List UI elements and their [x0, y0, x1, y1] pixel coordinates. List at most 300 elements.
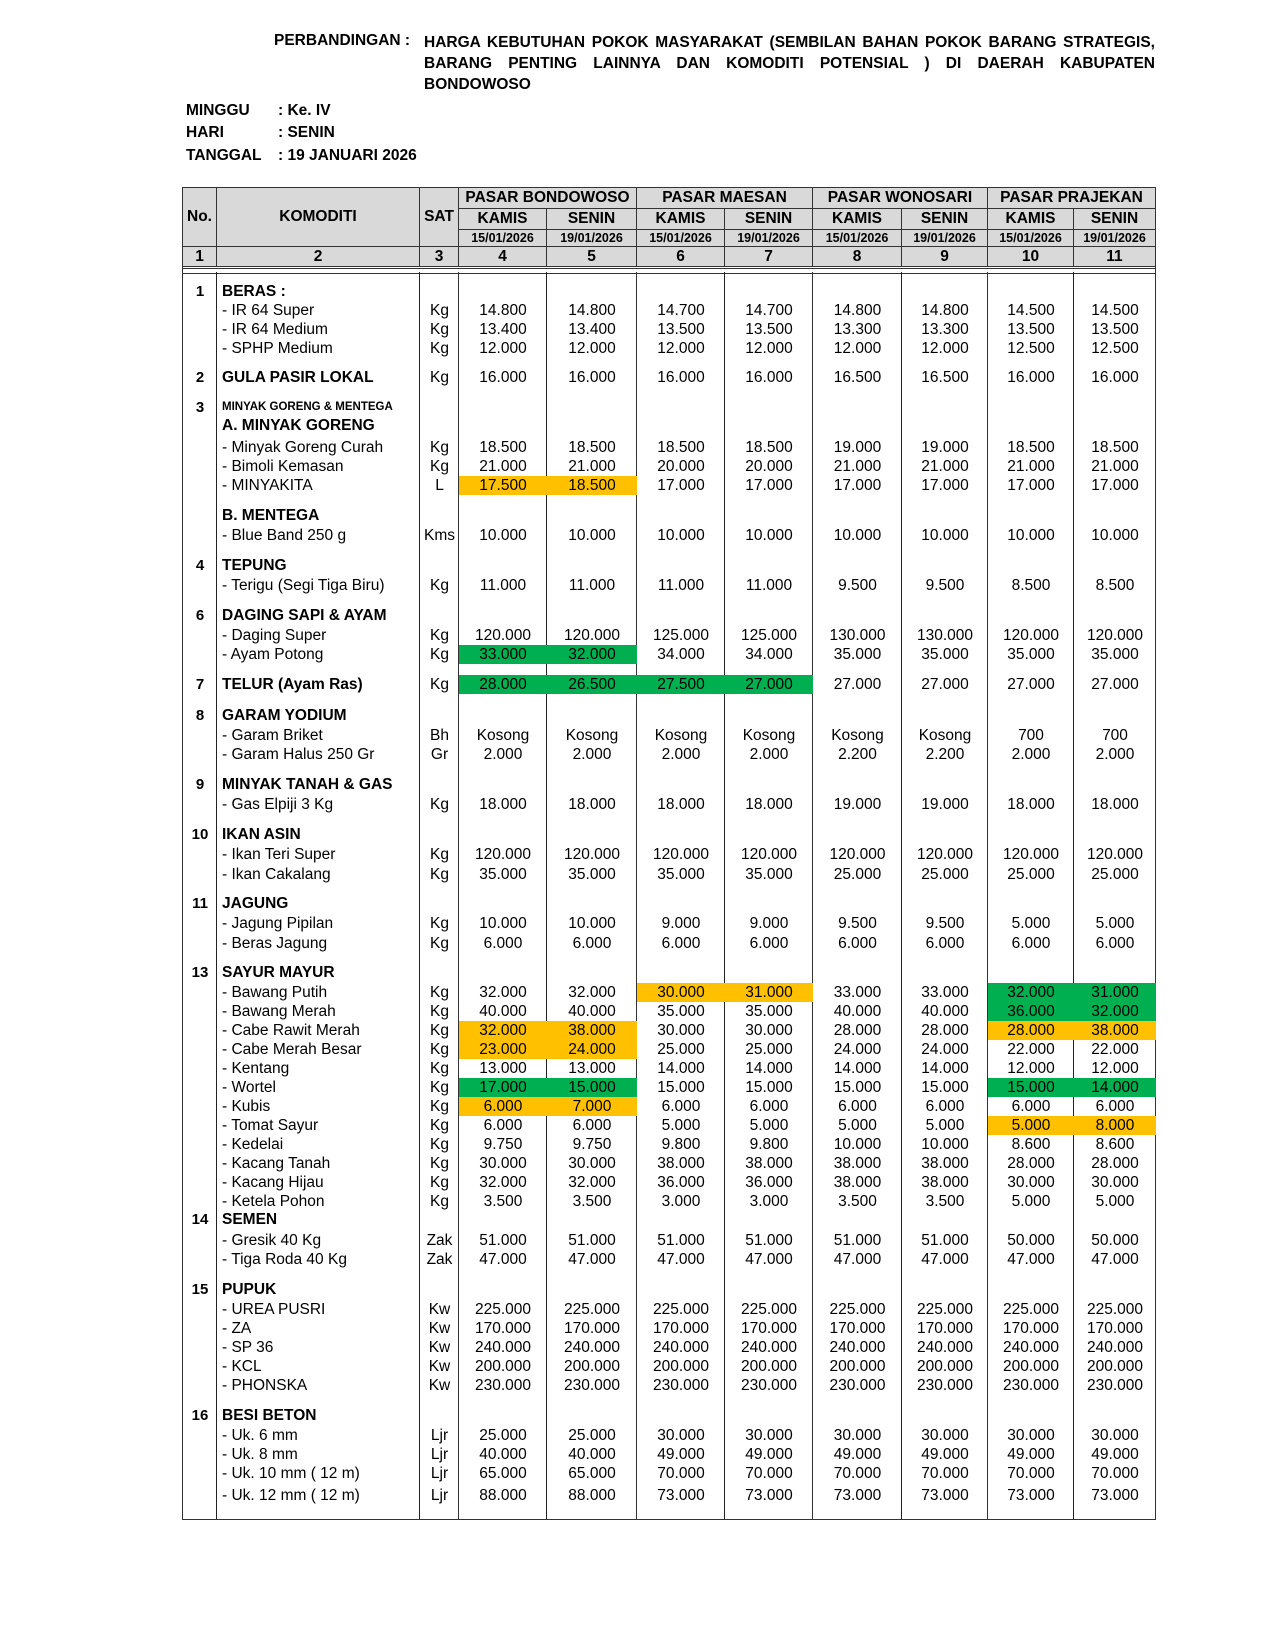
price-cell: 9.500 [925, 577, 965, 594]
price-cell: 18.000 [1091, 796, 1139, 813]
price-cell: 12.000 [657, 340, 705, 357]
table-row [183, 894, 1155, 913]
price-cell: 170.000 [740, 1320, 798, 1337]
meta-minggu-value: : Ke. IV [278, 102, 331, 119]
price-cell: 70.000 [1091, 1465, 1139, 1482]
price-cell: 30.000 [1007, 1174, 1055, 1191]
price-cell: 47.000 [479, 1251, 527, 1268]
price-cell: 12.000 [1007, 1060, 1055, 1077]
price-cell: 23.000 [459, 1040, 547, 1059]
market-header: PASAR MAESAN [637, 188, 813, 209]
price-cell: 32.000 [1074, 1002, 1156, 1021]
price-cell: 120.000 [1002, 627, 1060, 644]
price-cell: 700 [1018, 727, 1044, 744]
price-cell: 38.000 [657, 1155, 705, 1172]
table-row [183, 1445, 1155, 1464]
table-row [183, 645, 1155, 664]
unit: Zak [426, 1232, 453, 1249]
commodity-name: - Bawang Putih [222, 984, 328, 1001]
unit: Kw [428, 1339, 451, 1356]
unit: Kg [430, 846, 449, 863]
col-number: 1 [183, 247, 217, 267]
price-cell: 10.000 [1091, 527, 1139, 544]
price-cell: 3.500 [838, 1193, 877, 1210]
price-cell: 6.000 [1095, 1098, 1135, 1115]
price-cell: 9.000 [661, 915, 701, 932]
price-cell: 200.000 [829, 1358, 886, 1375]
price-cell: 88.000 [568, 1487, 616, 1504]
commodity-name: - Uk. 12 mm ( 12 m) [222, 1487, 360, 1504]
price-cell: 2.000 [661, 746, 701, 763]
table-row [183, 576, 1155, 595]
price-cell: 40.000 [833, 1003, 882, 1020]
date-header: 19/01/2026 [725, 230, 813, 247]
unit: Kg [430, 1060, 449, 1077]
price-cell: 22.000 [1007, 1041, 1055, 1058]
category-name: DAGING SAPI & AYAM [222, 607, 387, 624]
commodity-name: - Ikan Cakalang [222, 866, 331, 883]
unit: Kg [430, 302, 449, 319]
row-number: 14 [191, 1211, 209, 1228]
price-cell: 3.500 [925, 1193, 965, 1210]
price-cell: 125.000 [740, 627, 798, 644]
price-cell: 35.000 [479, 866, 527, 883]
price-cell: 14.800 [833, 302, 882, 319]
price-cell: 17.500 [459, 476, 547, 495]
meta-hari [186, 124, 335, 142]
price-cell: 13.500 [745, 321, 793, 338]
commodity-name: - Kubis [222, 1098, 271, 1115]
price-cell: 30.000 [921, 1427, 969, 1444]
table-row [183, 1376, 1155, 1395]
category-name: MINYAK TANAH & GAS [222, 776, 393, 793]
commodity-name: - Terigu (Segi Tiga Biru) [222, 577, 385, 594]
price-cell: 17.000 [657, 477, 705, 494]
price-cell: 14.500 [1091, 302, 1139, 319]
commodity-name: - Tiga Roda 40 Kg [222, 1251, 347, 1268]
price-cell: 51.000 [568, 1232, 616, 1249]
commodity-name: - Gas Elpiji 3 Kg [222, 796, 334, 813]
row-number: 9 [195, 776, 205, 793]
unit: Gr [430, 746, 449, 763]
price-cell: 17.000 [745, 477, 793, 494]
price-cell: 49.000 [1007, 1446, 1055, 1463]
price-cell: 230.000 [1002, 1377, 1060, 1394]
table-row [183, 526, 1155, 545]
price-cell: 6.000 [483, 1117, 523, 1134]
price-cell: 3.000 [749, 1193, 789, 1210]
price-cell: 18.500 [745, 439, 793, 456]
price-cell: 73.000 [1091, 1487, 1139, 1504]
date-header: 19/01/2026 [547, 230, 637, 247]
unit: Kg [430, 646, 449, 663]
price-cell: 32.000 [547, 645, 637, 664]
price-cell: 18.500 [657, 439, 705, 456]
date-header: 19/01/2026 [1074, 230, 1156, 247]
table-row [183, 795, 1155, 814]
price-cell: 10.000 [479, 527, 527, 544]
row-number: 4 [195, 557, 205, 574]
commodity-name: - Tomat Sayur [222, 1117, 319, 1134]
price-cell: 3.500 [572, 1193, 612, 1210]
price-cell: 28.000 [833, 1022, 882, 1039]
table-row [183, 1357, 1155, 1376]
row-number: 11 [192, 895, 208, 912]
table-row [183, 1116, 1155, 1135]
price-cell: 14.800 [479, 302, 527, 319]
price-cell: 9.800 [661, 1136, 701, 1153]
price-cell: 130.000 [829, 627, 886, 644]
day-header: KAMIS [813, 209, 902, 230]
price-cell: 15.000 [547, 1078, 637, 1097]
table-row [183, 1231, 1155, 1250]
price-cell: 31.000 [1074, 983, 1156, 1002]
price-cell: 30.000 [637, 983, 725, 1002]
price-cell: 13.300 [921, 321, 969, 338]
table-row [183, 320, 1155, 339]
price-cell: 47.000 [657, 1251, 705, 1268]
price-cell: 70.000 [921, 1465, 969, 1482]
price-cell: 12.000 [1091, 1060, 1139, 1077]
unit: Kg [430, 1041, 449, 1058]
price-cell: 17.000 [833, 477, 882, 494]
price-cell: 19.000 [921, 439, 969, 456]
unit: Ljr [430, 1487, 449, 1504]
table-row [183, 1464, 1155, 1483]
price-cell: 17.000 [1091, 477, 1139, 494]
unit: Kg [430, 676, 449, 693]
price-cell: 120.000 [1086, 846, 1144, 863]
price-cell: 6.000 [572, 935, 612, 952]
price-cell: 25.000 [1007, 866, 1055, 883]
table-row [183, 368, 1155, 387]
price-cell: 21.000 [833, 458, 882, 475]
price-cell: 15.000 [833, 1079, 882, 1096]
unit: Kg [430, 1022, 449, 1039]
price-cell: 27.000 [1007, 676, 1055, 693]
price-cell: 47.000 [1091, 1251, 1139, 1268]
price-cell: 8.600 [1011, 1136, 1051, 1153]
price-cell: 13.000 [479, 1060, 527, 1077]
unit: Kg [430, 915, 449, 932]
table-row [183, 457, 1155, 476]
price-cell: 13.500 [1007, 321, 1055, 338]
row-number: 1 [195, 283, 205, 300]
category-name: GARAM YODIUM [222, 707, 347, 724]
price-cell: 47.000 [1007, 1251, 1055, 1268]
price-cell: 70.000 [833, 1465, 882, 1482]
price-cell: 35.000 [921, 646, 969, 663]
price-cell: 120.000 [829, 846, 886, 863]
commodity-name: - Ayam Potong [222, 646, 324, 663]
price-cell: 21.000 [479, 458, 527, 475]
price-cell: 6.000 [838, 1098, 877, 1115]
price-cell: 5.000 [1011, 915, 1051, 932]
category-name: SEMEN [222, 1211, 278, 1228]
unit: Kg [430, 1193, 449, 1210]
price-cell: 3.500 [483, 1193, 523, 1210]
price-cell: 16.000 [657, 369, 705, 386]
table-row [183, 825, 1155, 844]
price-cell: 240.000 [474, 1339, 532, 1356]
row-number: 16 [191, 1407, 209, 1424]
category-name: MINYAK GORENG & MENTEGA [222, 401, 393, 413]
price-cell: 30.000 [1091, 1174, 1139, 1191]
table-row [183, 726, 1155, 745]
unit: Kg [430, 1174, 449, 1191]
price-cell: 33.000 [921, 984, 969, 1001]
price-cell: 51.000 [479, 1232, 527, 1249]
price-cell: 5.000 [1011, 1193, 1051, 1210]
price-cell: 170.000 [829, 1320, 886, 1337]
commodity-name: - Ikan Teri Super [222, 846, 336, 863]
table-row [183, 416, 1155, 435]
price-cell: 38.000 [921, 1174, 969, 1191]
price-cell: 8.500 [1095, 577, 1135, 594]
price-cell: 18.500 [1007, 439, 1055, 456]
price-cell: 170.000 [1086, 1320, 1144, 1337]
price-cell: 130.000 [916, 627, 974, 644]
table-row [183, 282, 1155, 301]
table-row [183, 675, 1155, 694]
price-cell: 2.200 [925, 746, 965, 763]
price-cell: 19.000 [921, 796, 969, 813]
price-cell: 120.000 [652, 846, 710, 863]
price-cell: 9.500 [838, 915, 877, 932]
unit: Kg [430, 796, 449, 813]
table-row [183, 606, 1155, 625]
unit: Kg [430, 439, 449, 456]
price-cell: 30.000 [657, 1022, 705, 1039]
table-row [183, 438, 1155, 457]
table-row [183, 1319, 1155, 1338]
category-name: TEPUNG [222, 557, 287, 574]
price-cell: 27.500 [637, 675, 725, 694]
price-cell: 40.000 [568, 1003, 616, 1020]
price-cell: 40.000 [479, 1446, 527, 1463]
price-cell: 13.400 [568, 321, 616, 338]
date-header: 15/01/2026 [813, 230, 902, 247]
price-cell: 47.000 [568, 1251, 616, 1268]
row-number: 2 [195, 369, 205, 386]
price-cell: 230.000 [563, 1377, 621, 1394]
price-cell: 8.600 [1095, 1136, 1135, 1153]
price-cell: 12.000 [479, 340, 527, 357]
price-cell: 170.000 [916, 1320, 974, 1337]
price-cell: 12.000 [568, 340, 616, 357]
category-name: A. MINYAK GORENG [222, 417, 375, 434]
price-cell: 6.000 [661, 1098, 701, 1115]
price-cell: 18.000 [479, 796, 527, 813]
table-row [183, 398, 1155, 417]
unit: L [435, 477, 444, 494]
price-cell: 5.000 [988, 1116, 1074, 1135]
unit: Kg [430, 935, 449, 952]
category-name: PUPUK [222, 1281, 277, 1298]
col-number: 9 [902, 247, 988, 267]
price-cell: 21.000 [568, 458, 616, 475]
table-row [183, 1280, 1155, 1299]
row-number: 10 [191, 826, 209, 843]
price-cell: 5.000 [925, 1117, 965, 1134]
category-name: BERAS : [222, 283, 286, 300]
price-cell: 14.500 [1007, 302, 1055, 319]
price-cell: 47.000 [921, 1251, 969, 1268]
price-cell: 28.000 [1007, 1155, 1055, 1172]
col-header-sat: SAT [420, 188, 459, 247]
table-row [183, 1210, 1155, 1229]
price-cell: 230.000 [829, 1377, 886, 1394]
price-cell: 11.000 [479, 577, 527, 594]
price-cell: 120.000 [563, 846, 621, 863]
price-cell: 18.000 [657, 796, 705, 813]
price-cell: 34.000 [657, 646, 705, 663]
price-cell: 49.000 [1091, 1446, 1139, 1463]
price-cell: 120.000 [1002, 846, 1060, 863]
price-cell: 10.000 [568, 527, 616, 544]
commodity-name: - KCL [222, 1358, 262, 1375]
price-cell: 30.000 [568, 1155, 616, 1172]
commodity-name: - Beras Jagung [222, 935, 328, 952]
price-cell: 51.000 [921, 1232, 969, 1249]
table-row [183, 506, 1155, 525]
date-header: 19/01/2026 [902, 230, 988, 247]
price-cell: 14.000 [745, 1060, 793, 1077]
table-row [183, 1486, 1155, 1505]
price-cell: 120.000 [1086, 627, 1144, 644]
meta-minggu-label: MINGGU [186, 102, 250, 119]
meta-hari-value: : SENIN [278, 124, 335, 141]
table-row [183, 1154, 1155, 1173]
unit: Bh [430, 727, 449, 744]
commodity-name: - Minyak Goreng Curah [222, 439, 384, 456]
unit: Kg [430, 1155, 449, 1172]
price-cell: 70.000 [1007, 1465, 1055, 1482]
price-cell: 38.000 [921, 1155, 969, 1172]
header-separator [183, 268, 1155, 274]
day-header: KAMIS [637, 209, 725, 230]
price-cell: 6.000 [483, 935, 523, 952]
price-cell: 9.750 [483, 1136, 523, 1153]
price-cell: 16.000 [479, 369, 527, 386]
price-cell: 34.000 [745, 646, 793, 663]
price-cell: 230.000 [916, 1377, 974, 1394]
price-cell: 240.000 [1086, 1339, 1144, 1356]
price-cell: 13.500 [1091, 321, 1139, 338]
price-cell: 170.000 [563, 1320, 621, 1337]
price-cell: 73.000 [833, 1487, 882, 1504]
unit: Kg [430, 369, 449, 386]
price-cell: 38.000 [833, 1155, 882, 1172]
price-cell: 200.000 [740, 1358, 798, 1375]
price-cell: 5.000 [661, 1117, 701, 1134]
price-cell: 26.500 [547, 675, 637, 694]
price-cell: 10.000 [568, 915, 616, 932]
price-cell: 47.000 [745, 1251, 793, 1268]
commodity-name: - Blue Band 250 g [222, 527, 347, 544]
commodity-name: - ZA [222, 1320, 252, 1337]
commodity-name: - Ketela Pohon [222, 1193, 325, 1210]
table-row [183, 1192, 1155, 1211]
price-cell: 40.000 [568, 1446, 616, 1463]
price-cell: 5.000 [1095, 1193, 1135, 1210]
price-cell: 18.500 [547, 476, 637, 495]
commodity-name: - Kacang Tanah [222, 1155, 331, 1172]
meta-tanggal-value: : 19 JANUARI 2026 [278, 147, 417, 164]
price-cell: 230.000 [474, 1377, 532, 1394]
price-cell: 240.000 [916, 1339, 974, 1356]
price-cell: 30.000 [745, 1427, 793, 1444]
unit: Kg [430, 577, 449, 594]
price-cell: 14.000 [657, 1060, 705, 1077]
price-cell: 6.000 [1011, 1098, 1051, 1115]
table-row [183, 301, 1155, 320]
price-cell: 36.000 [657, 1174, 705, 1191]
price-cell: 2.000 [1095, 746, 1135, 763]
price-cell: 200.000 [1002, 1358, 1060, 1375]
price-cell: 13.000 [568, 1060, 616, 1077]
date-header: 15/01/2026 [459, 230, 547, 247]
price-cell: 15.000 [745, 1079, 793, 1096]
price-cell: 35.000 [745, 1003, 793, 1020]
table-row [183, 706, 1155, 725]
price-cell: 120.000 [916, 846, 974, 863]
price-cell: 30.000 [1091, 1427, 1139, 1444]
price-cell: 2.000 [749, 746, 789, 763]
price-cell: 32.000 [479, 984, 527, 1001]
price-cell: 18.500 [568, 439, 616, 456]
commodity-name: - Bawang Merah [222, 1003, 336, 1020]
price-cell: 36.000 [745, 1174, 793, 1191]
price-cell: 240.000 [740, 1339, 798, 1356]
price-cell: 200.000 [1086, 1358, 1144, 1375]
day-header: SENIN [547, 209, 637, 230]
category-name: SAYUR MAYUR [222, 964, 335, 981]
unit: Kg [430, 321, 449, 338]
price-cell: 14.000 [833, 1060, 882, 1077]
price-cell: 6.000 [925, 1098, 965, 1115]
row-number: 13 [191, 964, 209, 981]
price-cell: 6.000 [838, 935, 877, 952]
price-cell: 120.000 [740, 846, 798, 863]
price-cell: 35.000 [657, 866, 705, 883]
price-cell: 27.000 [1091, 676, 1139, 693]
unit: Kw [428, 1377, 451, 1394]
unit: Kg [430, 1003, 449, 1020]
commodity-name: - Kentang [222, 1060, 290, 1077]
price-cell: Kosong [831, 727, 884, 744]
col-number: 4 [459, 247, 547, 267]
price-cell: 32.000 [988, 983, 1074, 1002]
price-cell: 230.000 [740, 1377, 798, 1394]
col-number: 2 [217, 247, 420, 267]
price-cell: 16.000 [745, 369, 793, 386]
category-name: BESI BETON [222, 1407, 317, 1424]
unit: Kg [430, 984, 449, 1001]
price-cell: 5.000 [1095, 915, 1135, 932]
unit: Kw [428, 1358, 451, 1375]
table-row [183, 1406, 1155, 1425]
commodity-name: - Jagung Pipilan [222, 915, 334, 932]
price-cell: 27.000 [725, 675, 813, 694]
commodity-name: - IR 64 Super [222, 302, 315, 319]
price-cell: 6.000 [1095, 935, 1135, 952]
price-cell: Kosong [565, 727, 619, 744]
unit: Kg [430, 1079, 449, 1096]
price-cell: 32.000 [568, 1174, 616, 1191]
price-cell: 28.000 [459, 675, 547, 694]
commodity-name: - Bimoli Kemasan [222, 458, 344, 475]
